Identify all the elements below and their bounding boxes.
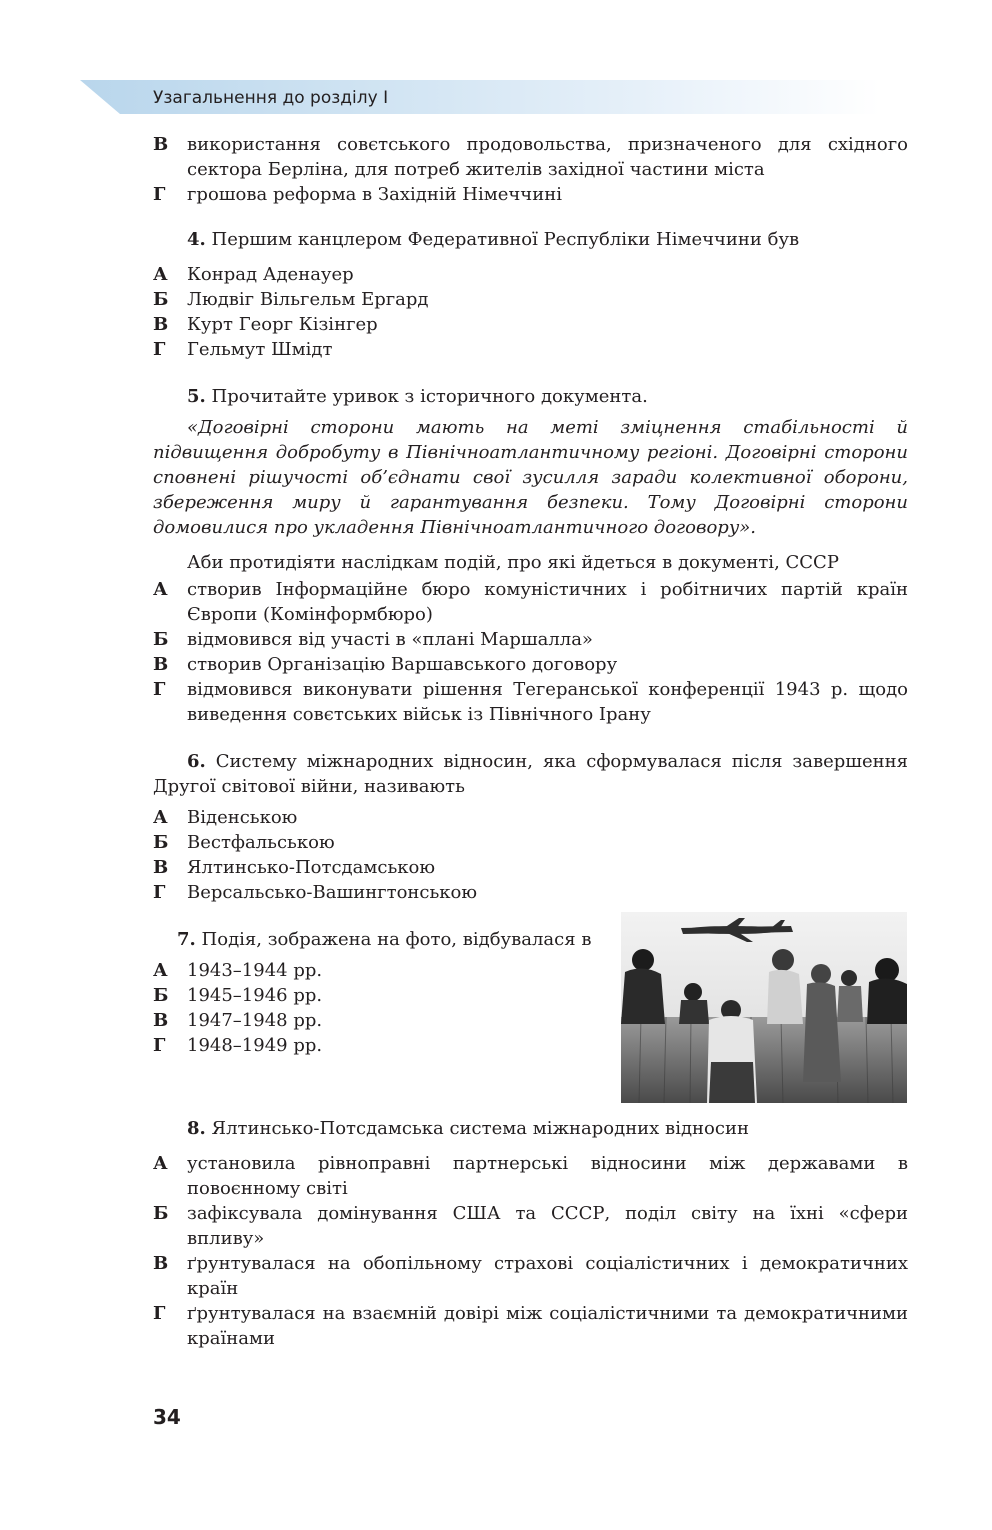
- option-text: Людвіг Вільгельм Ергард: [187, 289, 429, 310]
- question-5: [153, 384, 908, 409]
- option-text: відмовився від участі в «плані Маршалла»: [187, 629, 593, 650]
- option-letter: Б: [153, 1203, 169, 1224]
- option-v[interactable]: [153, 855, 908, 880]
- question-number: 4.: [187, 229, 206, 250]
- question-7: [143, 927, 593, 952]
- question-text: Систему міжнародних відносин, яка сформувалася після завершення Другої світової війни, називають: [153, 751, 908, 797]
- option-letter: Б: [153, 629, 169, 650]
- question-number: 7.: [177, 929, 196, 950]
- option-letter: Б: [153, 289, 169, 310]
- question-number: 6.: [187, 751, 206, 772]
- q4-options: [153, 262, 908, 362]
- option-text: Версальсько-Вашингтонською: [187, 882, 478, 903]
- option-a[interactable]: [153, 1151, 908, 1201]
- option-b[interactable]: [153, 1201, 908, 1251]
- option-letter: Г: [153, 184, 166, 205]
- option-v[interactable]: [153, 132, 908, 182]
- q6-options: [153, 805, 908, 905]
- option-text: Віденською: [187, 807, 298, 828]
- q7-options: [153, 958, 593, 1058]
- option-v[interactable]: [153, 1008, 593, 1033]
- option-text: створив Інформаційне бюро комуністичних і робітничих партій країн Європи (Комінформбюро): [187, 579, 908, 625]
- option-text: Курт Георг Кізінгер: [187, 314, 378, 335]
- option-letter: А: [153, 807, 168, 828]
- option-letter: В: [153, 857, 169, 878]
- q5-options: [153, 577, 908, 727]
- option-text: створив Організацію Варшавського договору: [187, 654, 618, 675]
- q3-options: [153, 132, 908, 207]
- option-text: 1948–1949 рр.: [187, 1035, 323, 1056]
- option-b[interactable]: [153, 830, 908, 855]
- option-letter: Г: [153, 339, 166, 360]
- option-letter: А: [153, 1153, 168, 1174]
- option-g[interactable]: [153, 182, 908, 207]
- option-letter: Б: [153, 985, 169, 1006]
- section-title: Узагальнення до розділу І: [153, 88, 389, 108]
- option-text: Вестфальською: [187, 832, 335, 853]
- option-letter: В: [153, 314, 169, 335]
- option-v[interactable]: [153, 652, 908, 677]
- question-number: 5.: [187, 386, 206, 407]
- option-text: установила рівноправні партнерські відносини між державами в повоєнному світі: [187, 1153, 908, 1199]
- question-8: [153, 1116, 908, 1141]
- option-text: зафіксувала домінування США та СССР, поділ світу на їхні «сфери впливу»: [187, 1203, 908, 1249]
- photo-illustration: [621, 912, 907, 1103]
- option-g[interactable]: [153, 677, 908, 727]
- question-text: Першим канцлером Федеративної Республіки Німеччини був: [211, 229, 800, 250]
- option-text: 1945–1946 рр.: [187, 985, 323, 1006]
- option-text: ґрунтувалася на взаємній довірі між соціалістичними та демократичними країнами: [187, 1303, 908, 1349]
- option-text: 1947–1948 рр.: [187, 1010, 323, 1031]
- option-b[interactable]: [153, 627, 908, 652]
- option-letter: Г: [153, 882, 166, 903]
- option-text: грошова реформа в Західній Німеччині: [187, 184, 562, 205]
- option-text: Ялтинсько-Потсдамською: [187, 857, 436, 878]
- option-text: відмовився виконувати рішення Тегеранської конференції 1943 р. щодо виведення совєтських військ із Північного Ірану: [187, 679, 908, 725]
- option-text: використання совєтського продовольства, призначеного для східного сектора Берліна, для потреб жителів західної частини міста: [187, 134, 908, 180]
- option-letter: Б: [153, 832, 169, 853]
- option-letter: А: [153, 960, 168, 981]
- option-letter: В: [153, 134, 169, 155]
- option-g[interactable]: [153, 1033, 593, 1058]
- question-number: 8.: [187, 1118, 206, 1139]
- option-letter: В: [153, 654, 169, 675]
- option-letter: Г: [153, 1035, 166, 1056]
- option-text: ґрунтувалася на обопільному страхові соціалістичних і демократичних країн: [187, 1253, 908, 1299]
- question-text: Ялтинсько-Потсдамська система міжнародних відносин: [211, 1118, 749, 1139]
- question-4: [153, 227, 908, 252]
- option-letter: В: [153, 1010, 169, 1031]
- page-content: [153, 132, 908, 1351]
- option-text: 1943–1944 рр.: [187, 960, 323, 981]
- option-letter: А: [153, 579, 168, 600]
- option-g[interactable]: [153, 880, 908, 905]
- question-text: Подія, зображена на фото, відбувалася в: [201, 929, 592, 950]
- option-v[interactable]: [153, 1251, 908, 1301]
- option-letter: Г: [153, 679, 166, 700]
- page-number: 34: [153, 1405, 181, 1429]
- question-6: [153, 749, 908, 799]
- option-g[interactable]: [153, 337, 908, 362]
- document-quote: «Договірні сторони мають на меті зміцнення стабільності й підвищення добробуту в Північноатлантичному регіоні. Договірні сторони сповнені рішучості об’єднати свої зусилля заради колективної оборони, збереження миру й гарантування безпеки. Тому Договірні сторони домовилися про укладення Північноатлантичного договору».: [153, 417, 908, 538]
- question-text: Прочитайте уривок з історичного документа.: [211, 386, 648, 407]
- option-v[interactable]: [153, 312, 908, 337]
- option-a[interactable]: [153, 577, 908, 627]
- q8-options: [153, 1151, 908, 1351]
- option-text: Гельмут Шмідт: [187, 339, 333, 360]
- berlin-airlift-photo: [621, 912, 907, 1103]
- option-letter: В: [153, 1253, 169, 1274]
- question-prompt: Аби протидіяти наслідкам подій, про які йдеться в документі, СССР: [187, 552, 839, 573]
- option-text: Конрад Аденауер: [187, 264, 354, 285]
- wooden-fence: [621, 1017, 907, 1103]
- option-letter: А: [153, 264, 168, 285]
- option-a[interactable]: [153, 958, 593, 983]
- option-b[interactable]: [153, 287, 908, 312]
- option-letter: Г: [153, 1303, 166, 1324]
- option-g[interactable]: [153, 1301, 908, 1351]
- option-b[interactable]: [153, 983, 593, 1008]
- option-a[interactable]: [153, 805, 908, 830]
- option-a[interactable]: [153, 262, 908, 287]
